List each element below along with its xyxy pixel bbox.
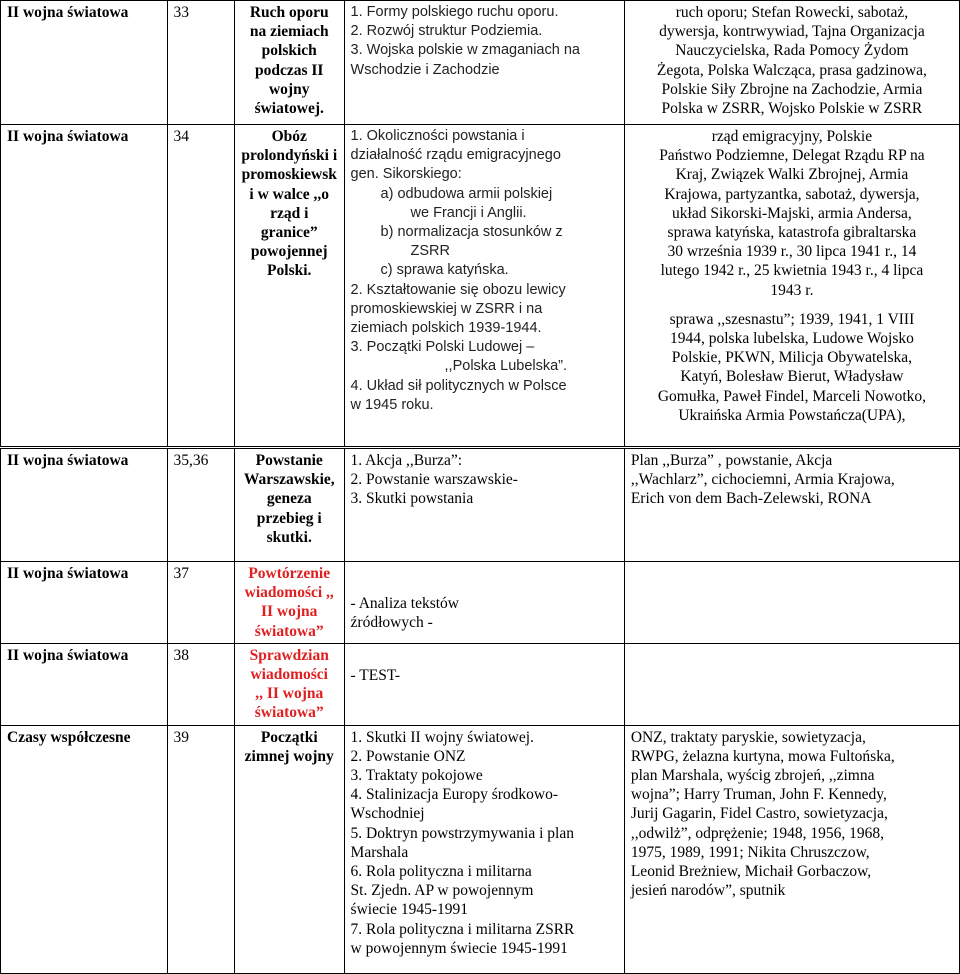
topic-line: światowa” xyxy=(254,622,324,640)
key-concepts-line: Erich von dem Bach-Zelewski, RONA xyxy=(630,490,872,508)
lesson-number-cell xyxy=(167,125,234,447)
lesson-number-cell xyxy=(167,725,234,973)
key-concepts-line: RWPG, żelazna kurtyna, mowa Fultońska, xyxy=(630,747,895,765)
topic-line: wiadomości xyxy=(250,666,328,684)
topic-line: polskich xyxy=(261,42,317,60)
key-concepts-line: Krajowa, partyzantka, sabotaż, dywersja, xyxy=(664,185,920,203)
content-line: w powojennym świecie 1945-1991 xyxy=(350,939,568,957)
key-concepts-line: ,,odwilż”, odprężenie; 1948, 1956, 1968, xyxy=(630,824,884,842)
content-cell xyxy=(344,1,624,125)
key-concepts-line: Jurij Gagarin, Fidel Castro, sowietyzacja, xyxy=(630,805,888,823)
key-concepts-line: 1975, 1989, 1991; Nikita Chruszczow, xyxy=(630,843,870,861)
content-line: 2. Kształtowanie się obozu lewicy xyxy=(350,281,566,298)
key-concepts-line: Polskie Siły Zbrojne na Zachodzie, Armia xyxy=(661,80,923,98)
content-line: promoskiewskiej w ZSRR i na xyxy=(350,300,543,317)
content-cell xyxy=(344,725,624,973)
content-line: ZSRR xyxy=(410,243,451,260)
content-line: - TEST- xyxy=(350,666,401,684)
topic-cell xyxy=(234,643,344,725)
topic-line: wojny xyxy=(268,80,310,98)
topic-line: Sprawdzian xyxy=(249,646,329,664)
key-concepts-line: sprawa ,,szesnastu”; 1939, 1941, 1 VIII xyxy=(669,310,915,328)
topic-line: Warszawskie, xyxy=(243,471,335,489)
chapter-cell xyxy=(1,1,168,125)
chapter-label: II wojna światowa xyxy=(7,646,129,664)
key-concepts-line: 1944, polska lubelska, Ludowe Wojsko xyxy=(669,330,914,348)
key-concepts-line: Państwo Podziemne, Delegat Rządu RP na xyxy=(659,147,925,165)
lesson-number: 35,36 xyxy=(173,452,209,469)
table-row xyxy=(1,725,960,973)
lesson-number-cell xyxy=(167,562,234,644)
topic-line: zimnej wojny xyxy=(244,747,334,765)
key-concepts-line: wojna”; Harry Truman, John F. Kennedy, xyxy=(630,786,887,804)
chapter-label: II wojna światowa xyxy=(7,4,129,21)
chapter-cell xyxy=(1,725,168,973)
topic-cell xyxy=(234,449,344,562)
key-concepts-line: Polska w ZSRR, Wojsko Polskie w ZSRR xyxy=(661,100,923,118)
key-concepts-line: Ukraińska Armia Powstańcza(UPA), xyxy=(678,406,906,424)
topic-line: na ziemiach xyxy=(249,23,329,41)
key-concepts-line: Żegota, Polska Walcząca, prasa gadzinowa, xyxy=(656,61,927,79)
key-concepts-cell xyxy=(624,725,959,973)
topic-cell xyxy=(234,1,344,125)
curriculum-table-bottom xyxy=(0,448,960,974)
content-line: 5. Doktryn powstrzymywania i plan xyxy=(350,824,574,842)
topic-line: i w walce ,,o xyxy=(249,185,330,203)
topic-line: powojennej xyxy=(250,243,328,261)
content-line: działalność rządu emigracyjnego xyxy=(350,147,561,164)
content-line: 3. Początki Polski Ludowej – xyxy=(350,339,535,356)
content-line: Marshala xyxy=(350,843,409,861)
lesson-number: 33 xyxy=(173,4,189,21)
lesson-number: 37 xyxy=(173,565,189,582)
key-concepts-line: Kraj, Związek Walki Zbrojnej, Armia xyxy=(675,166,909,184)
content-line: 1. Okoliczności powstania i xyxy=(350,128,525,144)
key-concepts-cell xyxy=(624,1,959,125)
content-line: 3. Traktaty pokojowe xyxy=(350,767,483,785)
content-line: 4. Układ sił politycznych w Polsce xyxy=(350,377,567,394)
content-line: 6. Rola polityczna i militarna xyxy=(350,863,532,881)
chapter-cell xyxy=(1,449,168,562)
content-line: Wschodniej xyxy=(350,805,425,823)
content-line: 2. Powstanie ONZ xyxy=(350,747,466,765)
key-concepts-cell xyxy=(624,125,959,447)
spacer xyxy=(351,564,618,594)
content-line: ziemiach polskich 1939-1944. xyxy=(350,320,542,337)
key-concepts-line: Plan ,,Burza” , powstanie, Akcja xyxy=(630,452,833,469)
topic-line: II wojna xyxy=(261,603,318,621)
content-cell xyxy=(344,125,624,447)
key-concepts-line: ,,Wachlarz”, cichociemni, Armia Krajowa, xyxy=(630,471,895,489)
lesson-number: 39 xyxy=(173,728,189,746)
key-concepts-cell xyxy=(624,643,959,725)
topic-line: wiadomości ,, xyxy=(244,584,334,602)
lesson-number-cell xyxy=(167,1,234,125)
key-concepts-cell xyxy=(624,449,959,562)
key-concepts-line: ONZ, traktaty paryskie, sowietyzacja, xyxy=(630,728,866,746)
curriculum-table-top xyxy=(0,0,960,447)
content-line: 3. Wojska polskie w zmaganiach na xyxy=(350,42,580,59)
topic-line: Początki xyxy=(260,728,318,746)
content-line: ,,Polska Lubelska”. xyxy=(444,358,568,375)
topic-line: rząd i xyxy=(270,204,309,222)
topic-line: światowa” xyxy=(254,704,324,722)
content-cell xyxy=(344,449,624,562)
topic-line: Polski. xyxy=(267,262,312,280)
topic-line: promoskiewsk xyxy=(241,166,337,184)
key-concepts-line: ruch oporu; Stefan Rowecki, sabotaż, xyxy=(675,4,909,21)
topic-line: Powstanie xyxy=(255,452,323,469)
chapter-label: Czasy współczesne xyxy=(7,728,131,746)
key-concepts-line: Leonid Breżniew, Michaił Gorbaczow, xyxy=(630,863,872,881)
topic-line: Obóz xyxy=(271,128,307,145)
topic-line: geneza xyxy=(266,490,312,508)
key-concepts-line: sprawa katyńska, katastrofa gibraltarska xyxy=(667,224,917,242)
topic-line: skutki. xyxy=(266,528,312,546)
topic-line: Powtórzenie xyxy=(248,565,331,582)
topic-line: światowej. xyxy=(254,100,324,118)
topic-line: przebieg i xyxy=(256,509,322,527)
spacer xyxy=(351,646,618,666)
topic-line: ,, II wojna xyxy=(255,685,324,703)
key-concepts-line: jesień narodów”, sputnik xyxy=(630,882,786,900)
key-concepts-cell xyxy=(624,562,959,644)
content-line: źródłowych - xyxy=(350,614,433,632)
chapter-label: II wojna światowa xyxy=(7,452,129,469)
lesson-number: 38 xyxy=(173,646,189,664)
key-concepts-line: 1943 r. xyxy=(770,281,814,299)
content-line: 3. Skutki powstania xyxy=(350,490,474,508)
chapter-label: II wojna światowa xyxy=(7,128,129,145)
topic-cell xyxy=(234,562,344,644)
content-line: c) sprawa katyńska. xyxy=(380,262,509,279)
topic-line: podczas II xyxy=(254,61,324,79)
key-concepts-line: Katyń, Bolesław Bierut, Władysław xyxy=(680,368,904,386)
spacer xyxy=(631,300,953,310)
key-concepts-line: Nauczycielska, Rada Pomocy Żydom xyxy=(675,42,909,60)
chapter-cell xyxy=(1,643,168,725)
lesson-number: 34 xyxy=(173,128,189,145)
key-concepts-line: Gomułka, Paweł Findel, Marceli Nowotko, xyxy=(657,387,927,405)
chapter-cell xyxy=(1,125,168,447)
topic-line: granice” xyxy=(260,224,318,242)
lesson-number-cell xyxy=(167,449,234,562)
content-line: 1. Formy polskiego ruchu oporu. xyxy=(350,4,559,20)
content-line: we Francji i Anglii. xyxy=(410,204,527,221)
table-row xyxy=(1,449,960,562)
content-cell xyxy=(344,643,624,725)
key-concepts-line: dywersja, kontrwywiad, Tajna Organizacja xyxy=(659,23,925,41)
content-line: 2. Powstanie warszawskie- xyxy=(350,471,518,489)
content-line: St. Zjedn. AP w powojennym xyxy=(350,882,534,900)
topic-cell xyxy=(234,125,344,447)
content-line: gen. Sikorskiego: xyxy=(350,166,462,183)
chapter-label: II wojna światowa xyxy=(7,565,129,582)
key-concepts-line: układ Sikorski-Majski, armia Andersa, xyxy=(672,204,912,222)
topic-cell xyxy=(234,725,344,973)
topic-line: Ruch oporu xyxy=(249,4,329,21)
content-line: 1. Akcja ,,Burza”: xyxy=(350,452,463,469)
table-row xyxy=(1,1,960,125)
content-line: b) normalizacja stosunków z xyxy=(380,224,563,241)
content-line: 4. Stalinizacja Europy środkowo- xyxy=(350,786,559,804)
table-row xyxy=(1,125,960,447)
key-concepts-line: rząd emigracyjny, Polskie xyxy=(711,128,873,145)
key-concepts-line: plan Marshala, wyścig zbrojeń, ,,zimna xyxy=(630,767,875,785)
topic-line: prolondyński i xyxy=(241,147,338,165)
key-concepts-line: lutego 1942 r., 25 kwietnia 1943 r., 4 lipca xyxy=(660,262,924,280)
table-row xyxy=(1,562,960,644)
table-row xyxy=(1,643,960,725)
key-concepts-line: 30 września 1939 r., 30 lipca 1941 r., 14 xyxy=(667,243,917,261)
chapter-cell xyxy=(1,562,168,644)
key-concepts-line: Polskie, PKWN, Milicja Obywatelska, xyxy=(671,349,913,367)
content-line: - Analiza tekstów xyxy=(350,595,460,612)
content-line: a) odbudowa armii polskiej xyxy=(380,185,553,202)
content-line: 7. Rola polityczna i militarna ZSRR xyxy=(350,920,575,938)
content-line: 1. Skutki II wojny światowej. xyxy=(350,728,534,746)
content-cell xyxy=(344,562,624,644)
content-line: 2. Rozwój struktur Podziemia. xyxy=(350,23,543,40)
lesson-number-cell xyxy=(167,643,234,725)
content-line: w 1945 roku. xyxy=(350,396,434,413)
content-line: świecie 1945-1991 xyxy=(350,901,469,919)
content-line: Wschodzie i Zachodzie xyxy=(350,61,500,78)
